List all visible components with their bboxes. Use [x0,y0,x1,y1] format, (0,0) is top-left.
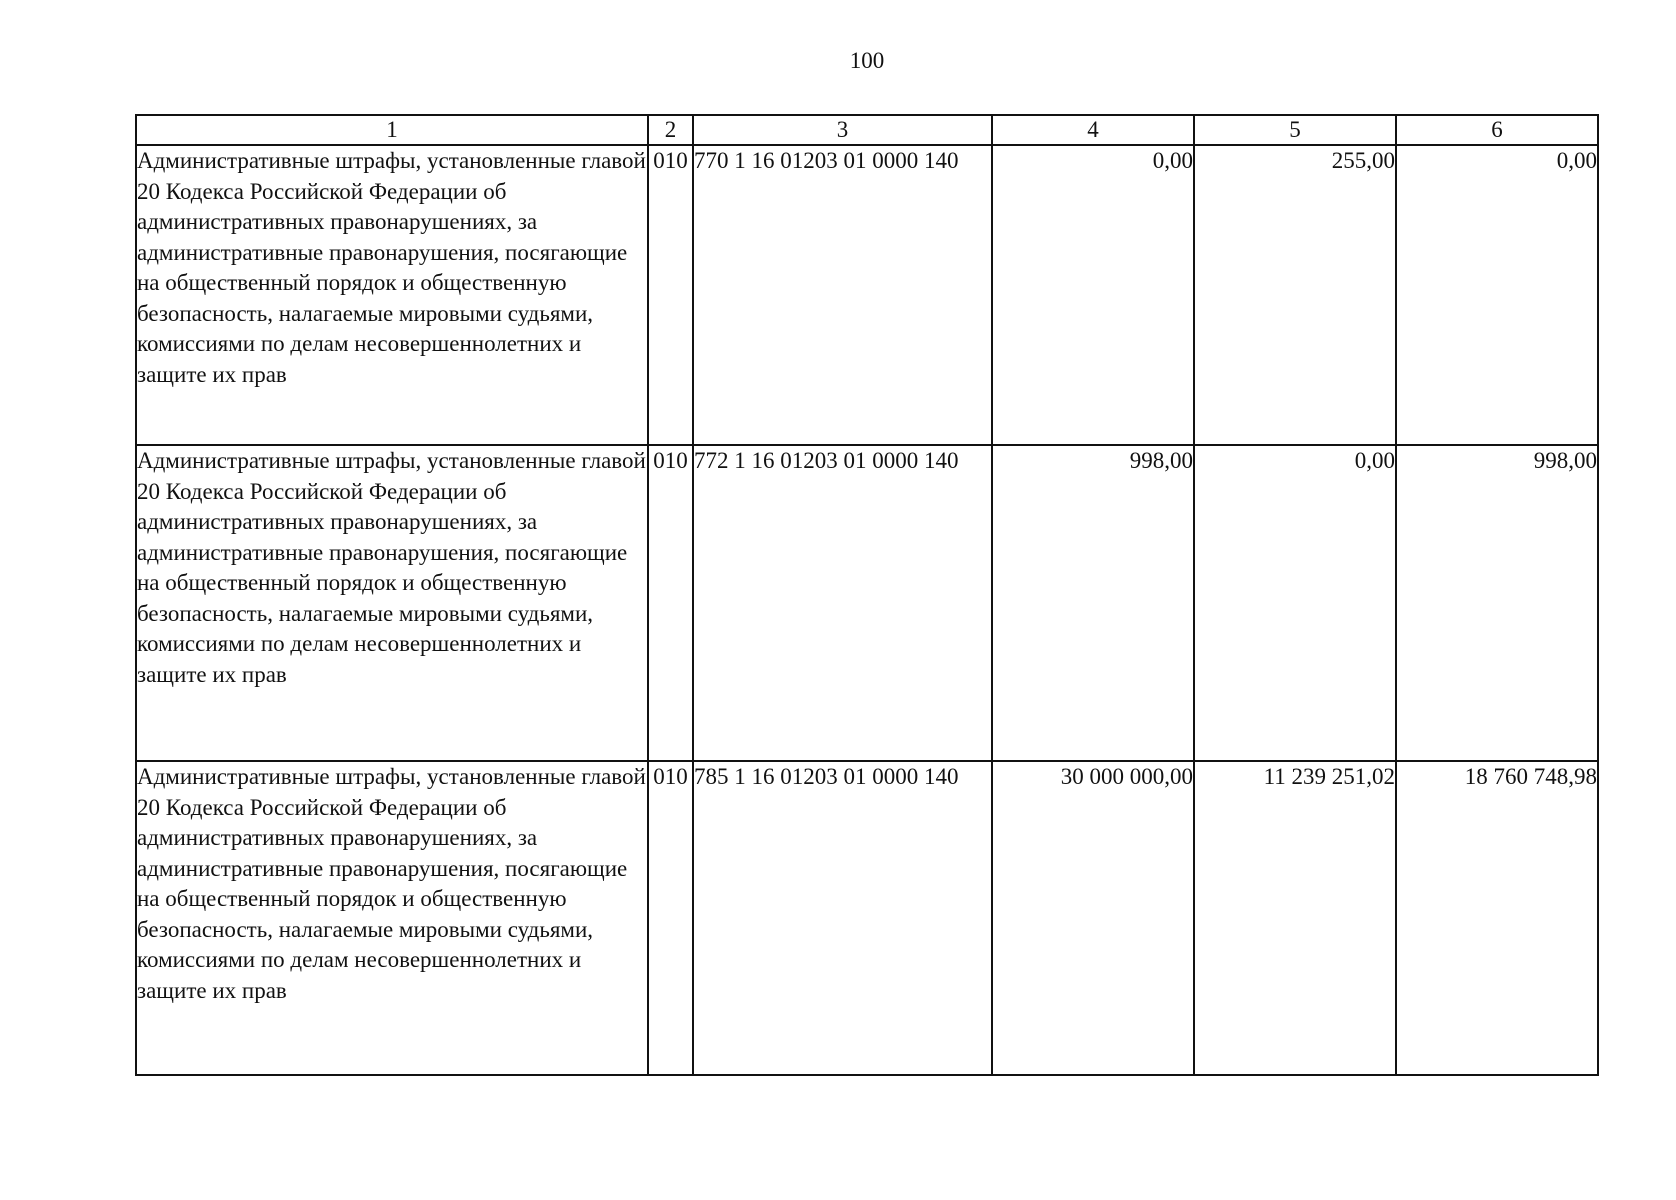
table-header [136,115,1598,145]
header-col-5: 5 [1194,115,1396,145]
row-value-col6: 0,00 [1396,145,1598,445]
table-body [136,145,1598,1075]
header-col-1: 1 [136,115,648,145]
report-table [135,114,1599,1076]
row-value-col5: 255,00 [1194,145,1396,445]
row-description: Административные штрафы, установленные главой 20 Кодекса Российской Федерации об административных правонарушениях, за административные правонарушения, посягающие на общественный порядок и общественную безопасность, налагаемые мировыми судьями, комиссиями по делам несовершеннолетних и защите их прав [136,145,648,445]
table-row [136,445,1598,761]
header-col-3: 3 [693,115,992,145]
row-description: Административные штрафы, установленные главой 20 Кодекса Российской Федерации об административных правонарушениях, за административные правонарушения, посягающие на общественный порядок и общественную безопасность, налагаемые мировыми судьями, комиссиями по делам несовершеннолетних и защите их прав [136,445,648,761]
row-line-code: 010 [648,445,693,761]
header-col-2: 2 [648,115,693,145]
row-value-col4: 0,00 [992,145,1194,445]
row-kbk-code: 772 1 16 01203 01 0000 140 [693,445,992,761]
row-line-code: 010 [648,145,693,445]
header-col-4: 4 [992,115,1194,145]
table-row [136,761,1598,1075]
row-value-col4: 998,00 [992,445,1194,761]
row-description: Административные штрафы, установленные главой 20 Кодекса Российской Федерации об административных правонарушениях, за административные правонарушения, посягающие на общественный порядок и общественную безопасность, налагаемые мировыми судьями, комиссиями по делам несовершеннолетних и защите их прав [136,761,648,1075]
page-number: 100 [849,48,885,73]
header-col-6: 6 [1396,115,1598,145]
row-value-col6: 998,00 [1396,445,1598,761]
row-value-col4: 30 000 000,00 [992,761,1194,1075]
row-value-col6: 18 760 748,98 [1396,761,1598,1075]
table-row [136,145,1598,445]
row-line-code: 010 [648,761,693,1075]
row-kbk-code: 785 1 16 01203 01 0000 140 [693,761,992,1075]
header-row [136,115,1598,145]
row-value-col5: 0,00 [1194,445,1396,761]
row-value-col5: 11 239 251,02 [1194,761,1396,1075]
row-kbk-code: 770 1 16 01203 01 0000 140 [693,145,992,445]
